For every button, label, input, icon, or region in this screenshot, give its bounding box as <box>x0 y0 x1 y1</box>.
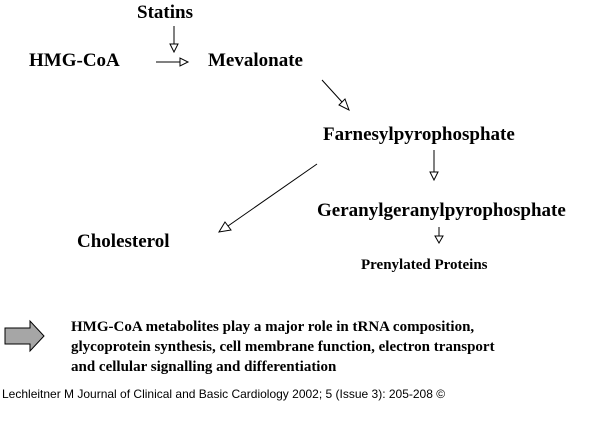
mevalonate-to-farnesyl-arrow <box>322 80 349 110</box>
citation-text: Lechleitner M Journal of Clinical and Basic Cardiology 2002; 5 (Issue 3): 205-208 © <box>2 387 446 401</box>
node-geranylgeranylpyrophosphate: Geranylgeranylpyrophosphate <box>317 200 566 221</box>
node-farnesylpyrophosphate: Farnesylpyrophosphate <box>323 124 515 145</box>
hmg-to-mevalonate-arrow <box>156 58 188 66</box>
node-mevalonate: Mevalonate <box>208 50 303 71</box>
farnesyl-to-cholesterol-arrow <box>219 164 317 232</box>
node-cholesterol: Cholesterol <box>77 231 170 252</box>
note-line: glycoprotein synthesis, cell membrane function, electron transport <box>71 339 495 355</box>
node-statins: Statins <box>137 2 193 23</box>
note-line: HMG-CoA metabolites play a major role in tRNA composition, <box>71 319 475 335</box>
node-prenylated-proteins: Prenylated Proteins <box>361 257 488 273</box>
node-hmg-coa: HMG-CoA <box>29 50 120 71</box>
statins-arrow <box>170 26 178 52</box>
note-line: and cellular signalling and differentiation <box>71 359 337 375</box>
block-arrow-icon <box>5 321 44 351</box>
geranyl-to-prenylated-arrow <box>435 227 443 243</box>
metabolites-note <box>71 317 591 377</box>
farnesyl-to-geranyl-arrow <box>430 150 438 180</box>
